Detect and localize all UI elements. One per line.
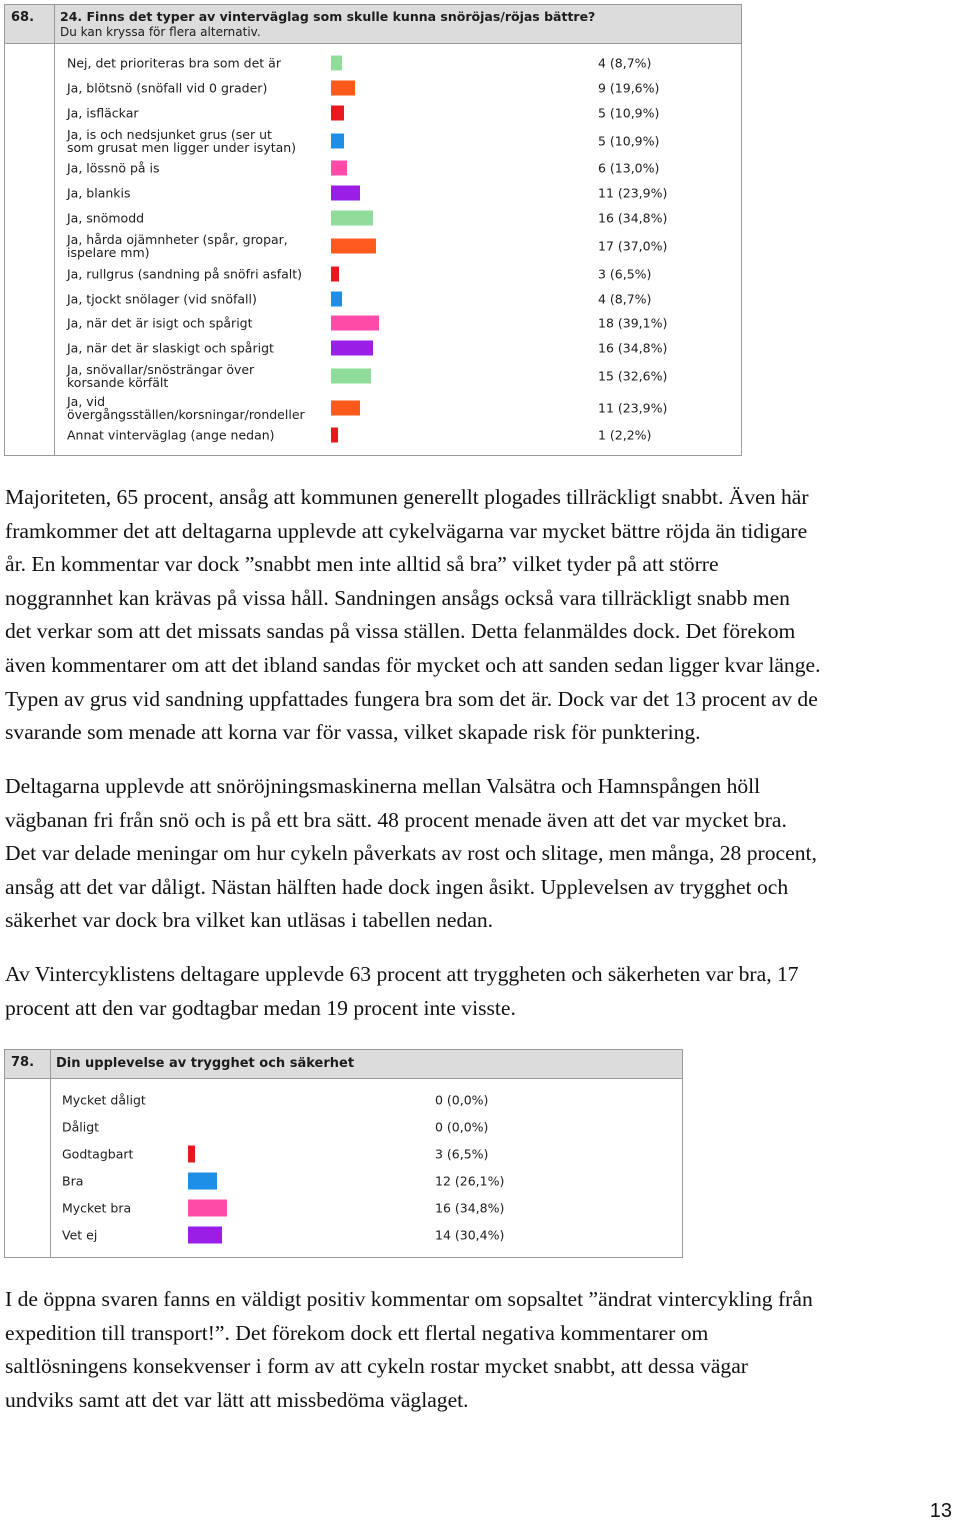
row-label-line: Ja, hårda ojämnheter (spår, gropar, xyxy=(67,231,288,247)
bar xyxy=(331,134,344,149)
text-line: expedition till transport!”. Det förekom dock ett flertal negativa kommentarer om xyxy=(5,1320,709,1345)
bar xyxy=(331,267,339,282)
chart-header xyxy=(5,1050,682,1079)
row-label-line: Ja, isfläckar xyxy=(67,105,139,121)
value-label: 17 (37,0%) xyxy=(598,238,668,254)
paragraph-safety xyxy=(5,958,960,1025)
row-label xyxy=(67,363,254,389)
row-label-line: Ja, snömodd xyxy=(67,210,145,226)
text-line: Av Vintercyklistens deltagare upplevde 63 procent att tryggheten och säkerheten var bra, 17 xyxy=(5,962,799,986)
row-label-line: Dåligt xyxy=(62,1119,100,1135)
bar xyxy=(331,161,347,176)
text-line: Deltagarna upplevde att snöröjningsmaskinerna mellan Valsätra och Hamnspången höll xyxy=(5,774,761,798)
bar xyxy=(188,1227,222,1244)
row-label xyxy=(67,106,139,119)
text-line: Majoriteten, 65 procent, ansåg att kommunen generellt plogades tillräckligt snabbt. Även här xyxy=(5,485,809,509)
value-label: 4 (8,7%) xyxy=(598,55,652,71)
text-line: procent att den var godtagbar medan 19 procent inte visste. xyxy=(5,995,516,1020)
value-label: 16 (34,8%) xyxy=(598,210,668,226)
bar xyxy=(331,341,373,356)
bar xyxy=(188,1173,217,1190)
bar xyxy=(331,292,342,307)
row-label xyxy=(62,1174,83,1187)
value-label: 15 (32,6%) xyxy=(598,368,668,384)
bar xyxy=(331,211,373,226)
row-label-line: Ja, när det är slaskigt och spårigt xyxy=(67,340,274,356)
value-label: 5 (10,9%) xyxy=(598,133,660,149)
value-label: 9 (19,6%) xyxy=(598,80,660,96)
bar xyxy=(331,369,371,384)
row-label-line: Ja, blötsnö (snöfall vid 0 grader) xyxy=(67,80,268,96)
bar xyxy=(331,106,344,121)
row-label-line: Ja, snövallar/snösträngar över xyxy=(67,361,255,377)
value-label: 14 (30,4%) xyxy=(435,1227,505,1243)
bar xyxy=(331,239,376,254)
value-label: 11 (23,9%) xyxy=(598,400,668,416)
row-label xyxy=(67,161,160,174)
value-label: 6 (13,0%) xyxy=(598,160,660,176)
row-label-line: Mycket dåligt xyxy=(62,1092,146,1108)
bar xyxy=(331,316,379,331)
text-line: undviks samt att det var lätt att missbedöma väglaget. xyxy=(5,1387,469,1412)
value-label: 3 (6,5%) xyxy=(435,1146,489,1162)
text-line: det verkar som att det missats sandas på vissa ställen. Detta felanmäldes dock. Det förekom xyxy=(5,619,796,644)
bar xyxy=(331,56,342,71)
row-label xyxy=(67,316,253,329)
row-label xyxy=(67,233,288,259)
row-label-line: Ja, när det är isigt och spårigt xyxy=(67,315,253,331)
value-label: 16 (34,8%) xyxy=(435,1200,505,1216)
paragraph-plowing xyxy=(5,481,960,750)
value-label: 16 (34,8%) xyxy=(598,340,668,356)
text-line: ansåg att det var dåligt. Nästan hälften hade dock ingen åsikt. Upplevelsen av trygghet och xyxy=(5,874,789,899)
row-label xyxy=(67,128,296,154)
row-label xyxy=(62,1228,97,1241)
row-label-line: Ja, vid xyxy=(67,393,106,409)
bar xyxy=(331,428,338,443)
text-line: noggrannhet kan krävas på vissa håll. Sandningen ansågs också vara tillräckligt snabb men xyxy=(5,585,790,610)
value-label: 1 (2,2%) xyxy=(598,427,652,443)
question-title: Din upplevelse av trygghet och säkerhet xyxy=(56,1056,355,1071)
row-label-line: Vet ej xyxy=(62,1227,98,1243)
text-line: svarande som menade att korna var för vassa, vilket skapade risk för punktering. xyxy=(5,720,701,745)
survey-chart-q24 xyxy=(4,4,742,456)
question-number: 78. xyxy=(5,1050,51,1078)
row-label-line: övergångsställen/korsningar/rondeller xyxy=(67,407,305,422)
bar xyxy=(188,1200,227,1217)
row-label xyxy=(67,395,305,421)
row-label xyxy=(62,1093,146,1106)
value-label: 5 (10,9%) xyxy=(598,105,660,121)
row-label-line: korsande körfält xyxy=(67,375,169,390)
value-label: 18 (39,1%) xyxy=(598,315,668,331)
chart-header xyxy=(5,5,741,44)
question-title: 24. Finns det typer av vinterväglag som skulle kunna snöröjas/röjas bättre? xyxy=(60,9,596,24)
bar xyxy=(331,186,360,201)
row-label xyxy=(67,56,281,69)
bar xyxy=(331,81,355,96)
question-number: 68. xyxy=(5,5,55,43)
text-line: vägbanan fri från snö och is på ett bra sätt. 48 procent menade även att det var mycket bra. xyxy=(5,807,787,832)
row-label xyxy=(67,81,267,94)
survey-chart-q78 xyxy=(4,1049,683,1258)
text-line: Typen av grus vid sandning uppfattades fungera bra som det är. Dock var det 13 procent av de xyxy=(5,686,818,711)
row-label-line: Godtagbart xyxy=(62,1146,134,1162)
row-label-line: Nej, det prioriteras bra som det är xyxy=(67,55,281,71)
row-label xyxy=(62,1120,99,1133)
row-label-line: Ja, is och nedsjunket grus (ser ut xyxy=(67,126,272,142)
row-label xyxy=(67,341,274,354)
text-line: Det var delade meningar om hur cykeln påverkats av rost och slitage, men många, 28 procent, xyxy=(5,841,817,866)
bar xyxy=(331,401,360,416)
bar xyxy=(188,1146,195,1163)
row-label xyxy=(67,292,257,305)
row-label-line: Ja, tjockt snölager (vid snöfall) xyxy=(67,291,257,307)
value-label: 3 (6,5%) xyxy=(598,266,652,282)
row-label xyxy=(67,211,144,224)
row-label-line: Ja, blankis xyxy=(67,185,131,201)
question-instruction: Du kan kryssa för flera alternativ. xyxy=(60,24,261,39)
text-line: även kommentarer om att det ibland sandas för mycket och att sanden sedan ligger kvar länge. xyxy=(5,652,821,677)
row-label-line: Ja, lössnö på is xyxy=(67,160,160,176)
row-label xyxy=(67,428,275,441)
text-line: I de öppna svaren fanns en väldigt positiv kommentar om sopsaltet ”ändrat vintercykling från xyxy=(5,1287,813,1311)
row-label-line: Annat vinterväglag (ange nedan) xyxy=(67,427,275,443)
text-line: saltlösningens konsekvenser i form av att cykeln rostar mycket snabbt, att dessa vägar xyxy=(5,1354,748,1379)
value-label: 12 (26,1%) xyxy=(435,1173,505,1189)
row-label-line: som grusat men ligger under isytan) xyxy=(67,140,297,155)
text-line: år. En kommentar var dock ”snabbt men inte alltid så bra” vilket tyder på att större xyxy=(5,552,719,577)
page-number: 13 xyxy=(929,1500,952,1522)
text-line: framkommer det att deltagarna upplevde att cykelvägarna var mycket bättre röjda än tidigare xyxy=(5,518,808,543)
row-label xyxy=(67,267,302,280)
value-label: 11 (23,9%) xyxy=(598,185,668,201)
row-label-line: Mycket bra xyxy=(62,1200,132,1216)
row-label-line: ispelare mm) xyxy=(67,245,150,260)
row-label-line: Ja, rullgrus (sandning på snöfri asfalt) xyxy=(67,266,303,282)
paragraph-open-answers xyxy=(5,1283,960,1417)
row-label-line: Bra xyxy=(62,1173,84,1189)
row-label xyxy=(67,186,131,199)
paragraph-snow-clearing xyxy=(5,770,960,938)
text-line: säkerhet var dock bra vilket kan utläsas i tabellen nedan. xyxy=(5,908,494,933)
value-label: 0 (0,0%) xyxy=(435,1119,489,1135)
row-label xyxy=(62,1201,131,1214)
value-label: 4 (8,7%) xyxy=(598,291,652,307)
value-label: 0 (0,0%) xyxy=(435,1092,489,1108)
row-label xyxy=(62,1147,133,1160)
